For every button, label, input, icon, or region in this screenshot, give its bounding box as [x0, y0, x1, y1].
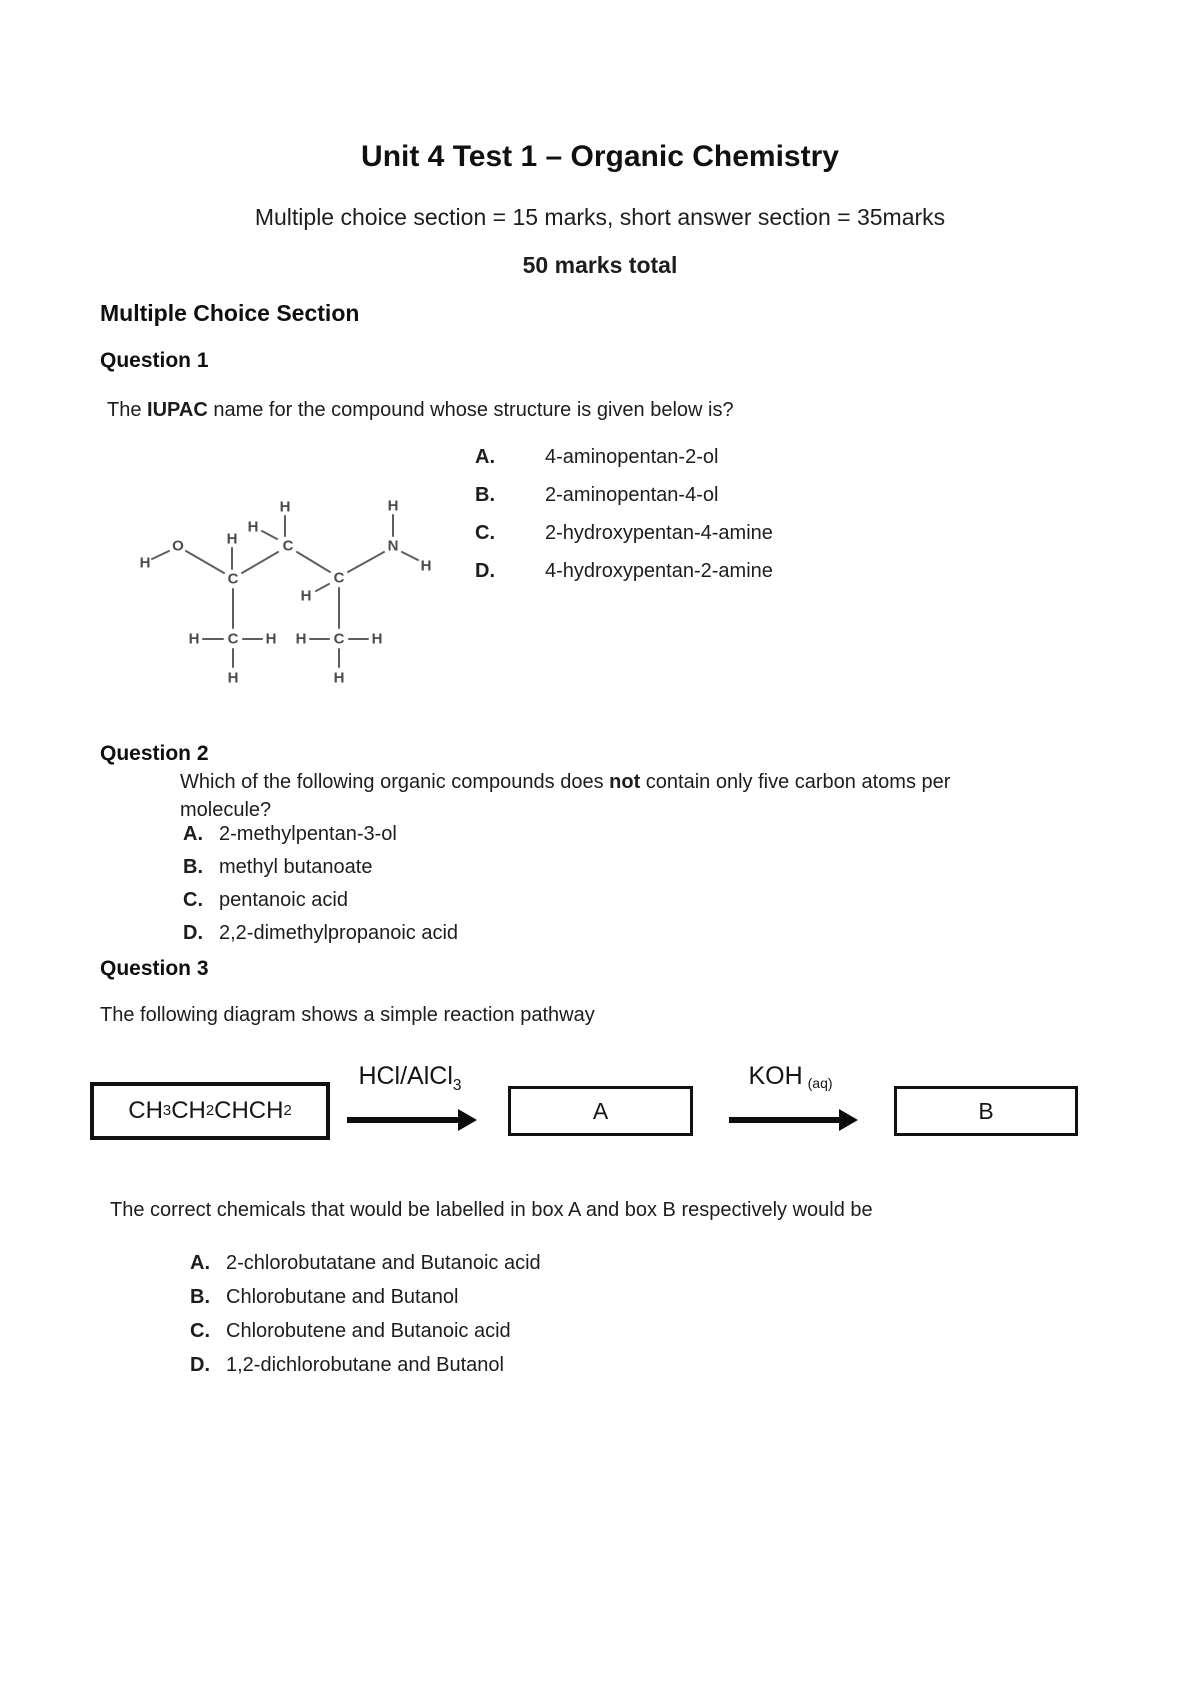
reactant-box: CH 3 CH 2 CHCH 2 [90, 1082, 330, 1140]
option-row [475, 514, 773, 552]
reaction-arrow1-head [458, 1109, 477, 1131]
option-letter: D. [183, 922, 203, 944]
option-letter: A. [190, 1252, 210, 1274]
option-row [183, 917, 458, 950]
atom-label: H [387, 497, 399, 515]
option-letter: B. [475, 484, 495, 506]
atom-label: H [227, 669, 239, 687]
option-letter: B. [183, 856, 203, 878]
option-letter: C. [183, 889, 203, 911]
bond-line [152, 551, 169, 559]
option-label: methyl butanoate [219, 856, 373, 878]
atom-label: C [227, 570, 239, 588]
question2-text-pre: Which of the following organic compounds does [180, 771, 610, 793]
option-row [190, 1348, 541, 1382]
atom-label: C [333, 569, 345, 587]
question1-heading: Question 1 [100, 349, 209, 372]
option-letter: D. [475, 560, 495, 582]
option-letter: D. [190, 1354, 210, 1376]
question2-text [180, 768, 1010, 824]
atom-label: C [333, 630, 345, 648]
question3-intro: The following diagram shows a simple reaction pathway [100, 1004, 595, 1026]
atom-label: H [420, 557, 432, 575]
bond-line [262, 531, 277, 539]
section-heading: Multiple Choice Section [100, 300, 360, 326]
option-row [475, 552, 773, 590]
reaction-arrow2-label-state: (aq) [807, 1075, 833, 1091]
question3-options [190, 1246, 541, 1382]
reaction-arrow2 [729, 1117, 840, 1123]
question1-options [475, 438, 773, 590]
page-title: Unit 4 Test 1 – Organic Chemistry [361, 140, 839, 173]
reaction-arrow2-label-main: KOH [748, 1062, 803, 1090]
molecule-structure [128, 488, 450, 703]
atom-label: C [227, 630, 239, 648]
atom-label: H [139, 554, 151, 572]
atom-label: H [371, 630, 383, 648]
reaction-arrow2-label [718, 1062, 863, 1091]
atom-label: H [265, 630, 277, 648]
marks-total: 50 marks total [522, 252, 678, 278]
option-row [190, 1314, 541, 1348]
option-row [190, 1280, 541, 1314]
atom-label: H [300, 587, 312, 605]
option-label: 2,2-dimethylpropanoic acid [219, 922, 459, 944]
reaction-arrow1-label: HCl/AlCl$_3$ [358, 1062, 462, 1094]
product-a-box: A [508, 1086, 693, 1136]
option-letter: B. [190, 1286, 210, 1308]
product-b-box: B [894, 1086, 1078, 1136]
question1-text-bold: IUPAC [147, 399, 208, 421]
option-label: 2-hydroxypentan-4-amine [545, 522, 773, 544]
question3-heading: Question 3 [100, 957, 209, 980]
option-letter: A. [183, 823, 203, 845]
atom-label: H [279, 498, 291, 516]
option-letter: C. [475, 522, 495, 544]
bond-line [316, 584, 329, 591]
option-letter: A. [475, 446, 495, 468]
atom-label: N [387, 537, 399, 555]
option-label: 4-aminopentan-2-ol [545, 446, 719, 468]
option-label: 2-aminopentan-4-ol [545, 484, 719, 506]
option-label: 4-hydroxypentan-2-amine [545, 560, 773, 582]
option-row [475, 438, 773, 476]
option-row [475, 476, 773, 514]
question1-text-pre: The [107, 399, 148, 421]
bond-line [297, 552, 330, 572]
question2-text-bold: not [609, 771, 641, 793]
option-label: Chlorobutane and Butanol [226, 1286, 459, 1308]
option-label: Chlorobutene and Butanoic acid [226, 1320, 511, 1342]
atom-label: H [247, 518, 259, 536]
atom-label: C [282, 537, 294, 555]
option-row [190, 1246, 541, 1280]
atom-label: O [172, 537, 184, 555]
atom-label: H [295, 630, 307, 648]
molecule-svg [128, 488, 450, 703]
atom-label: H [333, 669, 345, 687]
option-letter: C. [190, 1320, 210, 1342]
option-label: 2-methylpentan-3-ol [219, 823, 397, 845]
option-label: 1,2-dichlorobutane and Butanol [226, 1354, 504, 1376]
option-row [183, 884, 458, 917]
bond-line [186, 551, 224, 573]
question1-text [107, 399, 734, 422]
page-subtitle: Multiple choice section = 15 marks, short answer section = 35marks [254, 204, 946, 230]
option-label: 2-chlorobutatane and Butanoic acid [226, 1252, 541, 1274]
option-row [183, 818, 458, 851]
reaction-arrow1 [347, 1117, 459, 1123]
atom-label: H [226, 530, 238, 548]
question2-heading: Question 2 [100, 742, 209, 765]
bond-line [402, 552, 418, 560]
question2-text-post: contain only five carbon atoms per molecule? [180, 771, 951, 821]
bond-line [242, 552, 278, 573]
option-label: pentanoic acid [219, 889, 348, 911]
atom-label: H [188, 630, 200, 648]
question2-options [183, 818, 458, 950]
reaction-arrow2-head [839, 1109, 858, 1131]
question1-text-post: name for the compound whose structure is given below is? [207, 399, 734, 421]
option-row [183, 851, 458, 884]
question3-text: The correct chemicals that would be labelled in box A and box B respectively would be [110, 1199, 873, 1221]
bond-line [348, 552, 384, 572]
